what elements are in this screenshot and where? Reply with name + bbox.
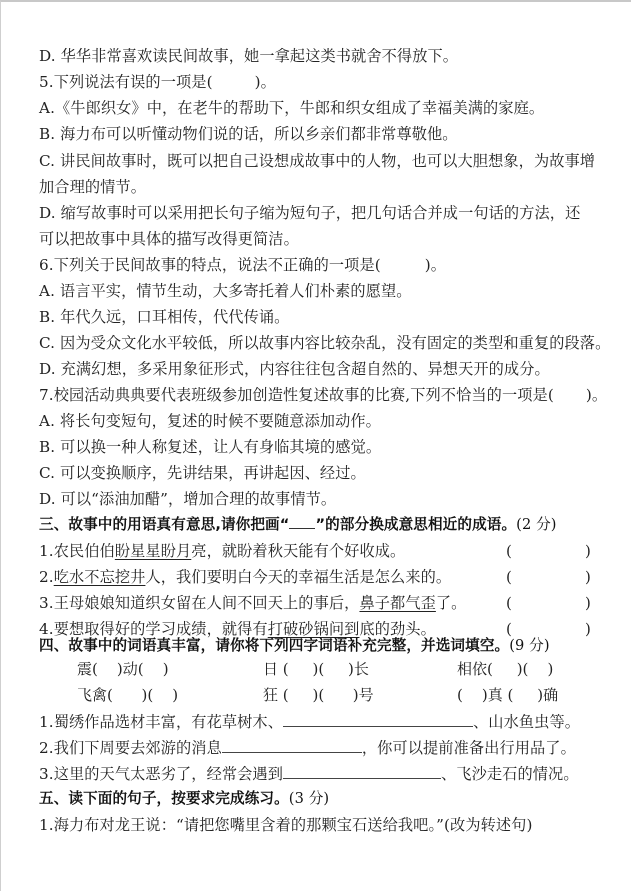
- section5-score: (3 分): [288, 790, 330, 807]
- section4-fill-3: [39, 763, 579, 784]
- section3-answer-paren-open-1: (: [506, 542, 512, 560]
- item-text: 3.王母娘娘知道织女留在人间不回天上的事后，: [39, 594, 360, 612]
- q4-option-d: D. 华华非常喜欢读民间故事，她一拿起这类书就舍不得放下。: [39, 47, 459, 65]
- section3-answer-paren-close-1: ): [585, 542, 591, 560]
- q5-option-d-line1: D. 缩写故事时可以采用把长句子缩为短句子，把几句话合并成一句话的方法，还: [39, 204, 581, 222]
- fill-blank-1[interactable]: [283, 711, 473, 727]
- section4-score: (9 分): [509, 637, 550, 654]
- fill-text: 、山水鱼虫等。: [473, 713, 581, 731]
- q6-option-a: A. 语言平实，情节生动，大多寄托着人们朴素的愿望。: [39, 282, 412, 300]
- q5-option-c-line2: 加合理的情节。: [39, 178, 147, 196]
- idiom-blank-3[interactable]: 相依( )( ): [457, 660, 554, 678]
- fill-blank-3[interactable]: [283, 763, 441, 779]
- item-text: 1.农民伯伯: [39, 542, 115, 560]
- item-text: 人，我们要明白今天的幸福生活是怎么来的。: [145, 568, 452, 586]
- fill-text: 2.我们下周要去郊游的消息: [39, 739, 222, 757]
- idiom-blank-4[interactable]: 飞禽( )( ): [77, 686, 179, 704]
- q6-stem-end: )。: [424, 256, 447, 274]
- idiom-blank-1[interactable]: 震( )动( ): [77, 660, 169, 678]
- q6-option-c: C. 因为受众文化水平较低，所以故事内容比较杂乱，没有固定的类型和重复的段落。: [39, 334, 611, 352]
- section3-underline-sample: [289, 515, 315, 529]
- section3-answer-field-2[interactable]: [516, 567, 582, 587]
- item-text: 亮，就盼着秋天能有个好收成。: [191, 542, 406, 560]
- section3-title-post: ”的部分换成意思相近的成语。: [315, 516, 517, 533]
- q5-stem-end: )。: [254, 73, 276, 91]
- section4-fill-2: [39, 737, 576, 758]
- q5-option-b: B. 海力布可以听懂动物们说的话，所以乡亲们都非常尊敬他。: [39, 125, 458, 143]
- fill-text: 1.蜀绣作品选材丰富，有花草树木、: [39, 713, 284, 731]
- section5-heading: [39, 789, 329, 809]
- section4-fill-1: [39, 711, 580, 732]
- section3-answer-paren-open-4: (: [506, 620, 512, 638]
- underlined-phrase: 盼星星盼月: [114, 542, 192, 560]
- q7-stem: [39, 385, 607, 405]
- section3-score: (2 分): [516, 516, 557, 533]
- q5-stem: [39, 72, 276, 92]
- idiom-blank-2[interactable]: 日 ( )( )长: [263, 660, 369, 678]
- section3-answer-paren-close-3: ): [585, 594, 591, 612]
- q7-option-d: D. 可以“添油加醋”，增加合理的故事情节。: [39, 490, 337, 508]
- item-text: 了。: [435, 594, 467, 612]
- q7-stem-end: )。: [585, 386, 608, 404]
- q6-stem-text: 6.下列关于民间故事的特点，说法不正确的一项是(: [39, 256, 381, 274]
- section3-heading: [39, 515, 557, 535]
- section3-answer-field-3[interactable]: [516, 593, 582, 613]
- fill-text: 、飞沙走石的情况。: [441, 765, 579, 783]
- section3-item-1: [39, 541, 405, 561]
- underlined-phrase: 鼻子都气歪: [359, 594, 436, 612]
- idiom-blank-6[interactable]: ( )真 ( )确: [457, 686, 559, 704]
- q7-stem-text: 7.校园活动典典要代表班级参加创造性复述故事的比赛,下列不恰当的一项是(: [39, 386, 554, 404]
- q7-option-a: A. 将长句变短句，复述的时候不要随意添加动作。: [39, 412, 381, 430]
- item-text: 底的劲头。: [359, 620, 436, 638]
- section4-title: 四、故事中的词语真丰富，请你将下列四字词语补充完整，并选词填空。: [39, 637, 510, 654]
- q7-option-c: C. 可以变换顺序，先讲结果，再讲起因、经过。: [39, 464, 366, 482]
- item-text: 2.: [39, 568, 54, 586]
- q5-stem-text: 5.下列说法有误的一项是(: [39, 73, 213, 91]
- section3-answer-field-1[interactable]: [516, 541, 582, 561]
- section5-item-1: 1.海力布对龙王说：“请把您嘴里含着的那颗宝石送给我吧。”(改为转述句): [39, 816, 533, 834]
- section3-answer-paren-open-2: (: [506, 568, 512, 586]
- section3-item-2: [39, 567, 451, 587]
- q7-option-b: B. 可以换一种人称复述，让人有身临其境的感觉。: [39, 438, 382, 456]
- fill-blank-2[interactable]: [222, 737, 362, 753]
- q5-option-a: A.《牛郎织女》中，在老牛的帮助下，牛郎和织女组成了幸福美满的家庭。: [39, 99, 545, 117]
- fill-text: ，你可以提前准备出行用品了。: [361, 739, 576, 757]
- q6-option-b: B. 年代久远，口耳相传，代代传诵。: [39, 308, 290, 326]
- item-text: 4.要想取得好的学习成绩，就得有: [39, 620, 268, 638]
- section3-title-pre: 三、故事中的用语真有意思,请你把画“: [39, 516, 290, 533]
- section3-answer-paren-open-3: (: [506, 594, 512, 612]
- q6-stem: [39, 255, 446, 275]
- fill-text: 3.这里的天气太恶劣了，经常会遇到: [39, 765, 284, 783]
- section5-title: 五、读下面的句子，按要求完成练习。: [39, 790, 289, 807]
- q5-option-d-line2: 可以把故事中具体的描写改得更简洁。: [39, 230, 299, 248]
- q6-option-d: D. 充满幻想，多采用象征形式，内容往往包含超自然的、异想天开的成分。: [39, 360, 550, 378]
- section3-answer-paren-close-4: ): [585, 620, 591, 638]
- underlined-phrase: 吃水不忘挖井: [53, 568, 146, 586]
- section3-item-3: [39, 593, 466, 613]
- underlined-phrase: 打破砂锅问到: [267, 620, 360, 638]
- q5-option-c-line1: C. 讲民间故事时，既可以把自己设想成故事中的人物，也可以大胆想象，为故事增: [39, 152, 596, 170]
- section4-heading: [39, 636, 550, 656]
- section3-answer-paren-close-2: ): [585, 568, 591, 586]
- idiom-blank-5[interactable]: 狂 ( )( )号: [263, 686, 374, 704]
